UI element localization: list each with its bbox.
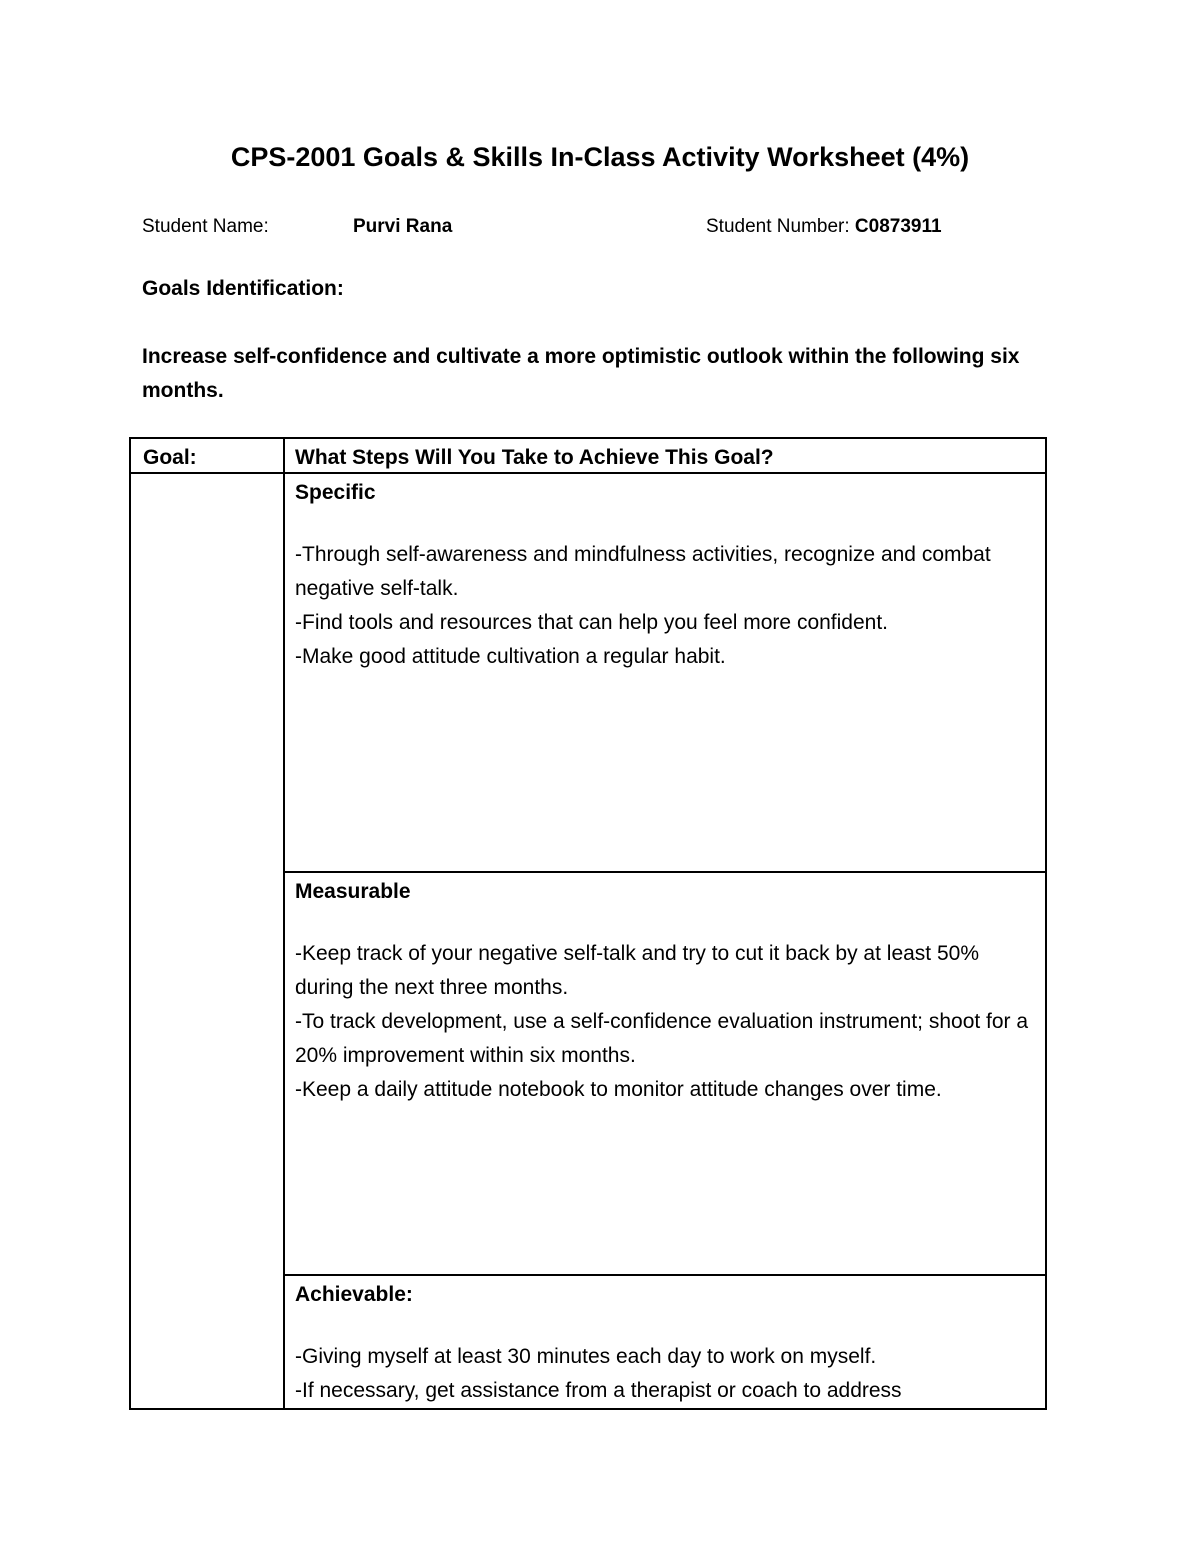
section-line: -Giving myself at least 30 minutes each day to work on myself. — [295, 1345, 877, 1368]
document-title: CPS-2001 Goals & Skills In-Class Activity Worksheet (4%) — [230, 142, 970, 172]
column-divider — [283, 439, 285, 1408]
section-achievable — [295, 1278, 1035, 1408]
section-specific — [295, 476, 1035, 674]
section-title: Achievable: — [295, 1283, 413, 1306]
section-title: Specific — [295, 481, 376, 504]
student-number — [706, 216, 942, 238]
student-number-label: Student Number: — [706, 216, 850, 237]
section-line: -Find tools and resources that can help you feel more confident. — [295, 611, 889, 634]
section-line: -If necessary, get assistance from a therapist or coach to address — [295, 1379, 902, 1402]
student-name-value: Purvi Rana — [353, 216, 453, 237]
header-goal: Goal: — [143, 446, 197, 469]
section-line: -Keep track of your negative self-talk and try to cut it back by at least 50% during the next three months. — [295, 942, 980, 999]
header-steps: What Steps Will You Take to Achieve This Goal? — [295, 446, 774, 469]
section-line: -To track development, use a self-confidence evaluation instrument; shoot for a 20% improvement within six months. — [295, 1010, 1029, 1067]
section-title: Measurable — [295, 880, 411, 903]
header-divider — [131, 472, 1045, 474]
goals-heading: Goals Identification: — [142, 277, 344, 300]
section-measurable — [295, 875, 1035, 1107]
section-line: -Make good attitude cultivation a regular habit. — [295, 645, 726, 668]
student-name-label: Student Name: — [142, 216, 269, 237]
goal-statement: Increase self-confidence and cultivate a more optimistic outlook within the following six months. — [142, 345, 1020, 402]
student-number-value: C0873911 — [854, 216, 942, 237]
row-divider-specific — [283, 871, 1045, 873]
goals-table — [129, 437, 1047, 1410]
section-line: -Keep a daily attitude notebook to monitor attitude changes over time. — [295, 1078, 942, 1101]
section-line: -Through self-awareness and mindfulness activities, recognize and combat negative self-talk. — [295, 543, 991, 600]
row-divider-measurable — [283, 1274, 1045, 1276]
